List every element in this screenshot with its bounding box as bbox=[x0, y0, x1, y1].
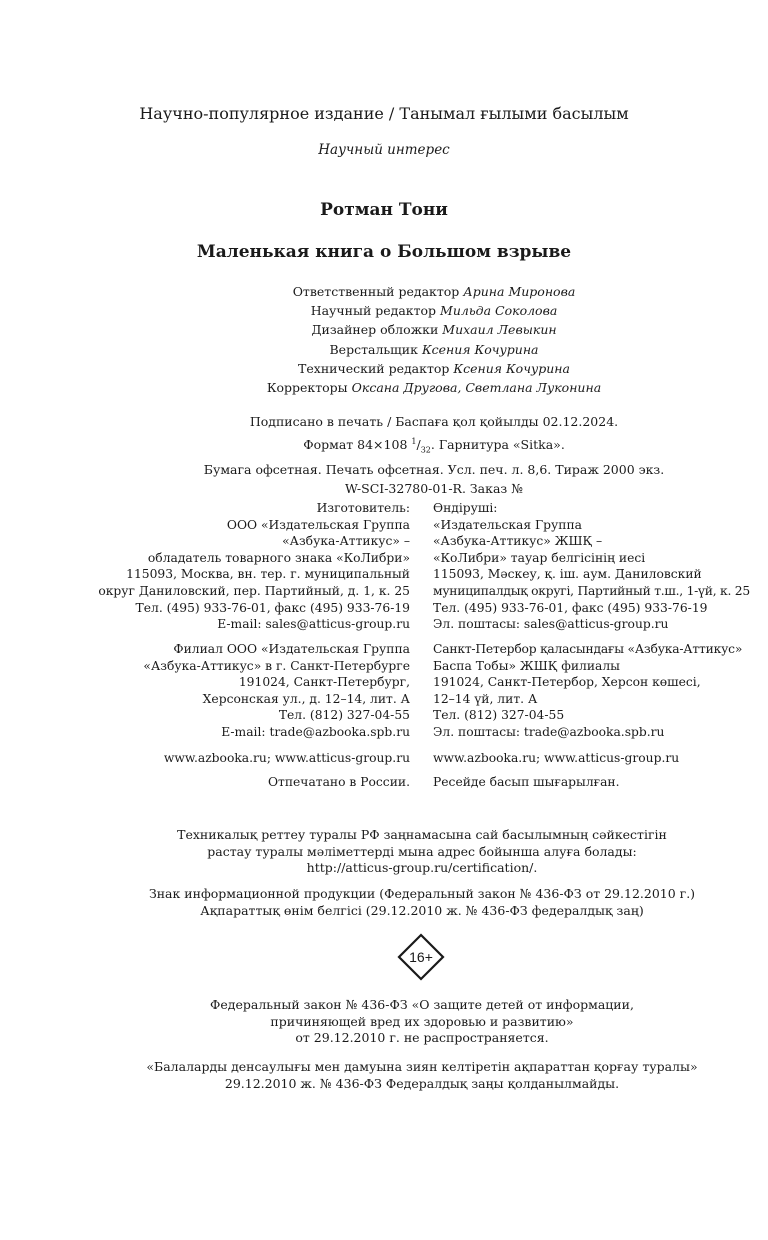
credit-line: Технический редактор Ксения Кочурина bbox=[298, 360, 570, 376]
printed-kz: Ресейде басып шығарылған. bbox=[433, 775, 620, 789]
credits-block bbox=[0, 282, 768, 397]
credit-line: Научный редактор Мильда Соколова bbox=[310, 303, 558, 319]
age-rating-text: 16+ bbox=[409, 949, 433, 965]
credit-line: Верстальщик Ксения Кочурина bbox=[329, 341, 539, 357]
age-rating-diamond-icon bbox=[397, 933, 445, 981]
manufacturer-ru: Изготовитель: ООО «Издательская Группа «Азбука-Аттикус» – обладатель товарного знака «КоЛибри» 115093, Москва, вн. тер. г. муниципальный округ Даниловский, пер. Партийный, д. 1, к. 25 Тел. (495) 933-76-01, факс (495) 933-76-19 E-mail: sales@atticus-group.ru bbox=[98, 501, 410, 632]
series-line: Научно-популярное издание / Танымал ғылыми басылым bbox=[139, 104, 629, 123]
branch-ru: Филиал ООО «Издательская Группа «Азбука-Аттикус» в г. Санкт-Петербурге 191024, Санкт-Петербург, Херсонская ул., д. 12–14, лит. А Тел. (812) 327-04-55 E-mail: trade@azbooka.spb.ru bbox=[143, 642, 410, 739]
credit-line: Ответственный редактор Арина Миронова bbox=[292, 284, 576, 299]
age-rating-badge bbox=[397, 933, 445, 981]
web-kz: www.azbooka.ru; www.atticus-group.ru bbox=[433, 751, 680, 765]
order-line: W-SCI-32780-01-R. Заказ № bbox=[344, 481, 524, 497]
printed-ru: Отпечатано в России. bbox=[267, 775, 410, 789]
branch-kz: Санкт-Петербор қаласындағы «Азбука-Аттикус» Баспа Тобы» ЖШҚ филиалы 191024, Санкт-Петербор, Херсон көшесі, 12–14 үй, лит. А Тел. (812) 327-04-55 Эл. поштасы: trade@azbooka.spb.ru bbox=[433, 642, 743, 739]
federal-law-ru: Федеральный закон № 436-ФЗ «О защите детей от информации, причиняющей вред их здоровью и развитию» от 29.12.2010 г. не распространяется. bbox=[210, 997, 634, 1046]
credit-line: Дизайнер обложки Михаил Левыкин bbox=[311, 322, 557, 338]
signed-line: Подписано в печать / Баспаға қол қойылды 02.12.2024. bbox=[249, 414, 619, 429]
manufacturer-kz: Өндіруші: «Издательская Группа «Азбука-Аттикус» ЖШҚ – «КоЛибри» тауар белгісінің иесі 115093, Мәскеу, қ. іш. аум. Даниловский муниципалдық округі, Партийный т.ш., 1-үй, к. 25 Тел. (495) 933-76-01, факс (495) 933-76-19 Эл. поштасы: sales@atticus-group.ru bbox=[433, 501, 750, 632]
info-product-mark: Знак информационной продукции (Федеральный закон № 436-ФЗ от 29.12.2010 г.) Ақпараттық өнім белгісі (29.12.2010 ж. № 436-ФЗ федералдық заң) bbox=[148, 886, 696, 918]
certification-note: Техникалық реттеу туралы РФ заңнамасына сай басылымның сәйкестігін растау туралы мәліметтерді мына адрес бойынша алуға болады: http://atticus-group.ru/certification/. bbox=[177, 827, 667, 876]
format-line: Формат 84×108 $^1/_{32}$. Гарнитура «Sitka». bbox=[303, 436, 565, 455]
subseries-line: Научный интерес bbox=[318, 142, 450, 158]
print-details bbox=[0, 412, 768, 499]
federal-law-kz: «Балаларды денсаулығы мен дамуына зиян келтіретін ақпараттан қорғау туралы» 29.12.2010 ж. № 436-ФЗ Федералдық заңы қолданылмайды. bbox=[146, 1059, 698, 1091]
book-title: Маленькая книга о Большом взрыве bbox=[196, 242, 572, 262]
web-ru: www.azbooka.ru; www.atticus-group.ru bbox=[163, 751, 410, 765]
book-author: Ротман Тони bbox=[320, 200, 448, 220]
paper-line: Бумага офсетная. Печать офсетная. Усл. печ. л. 8,6. Тираж 2000 экз. bbox=[203, 461, 665, 477]
credit-line: Корректоры Оксана Другова, Светлана Луконина bbox=[266, 380, 602, 396]
